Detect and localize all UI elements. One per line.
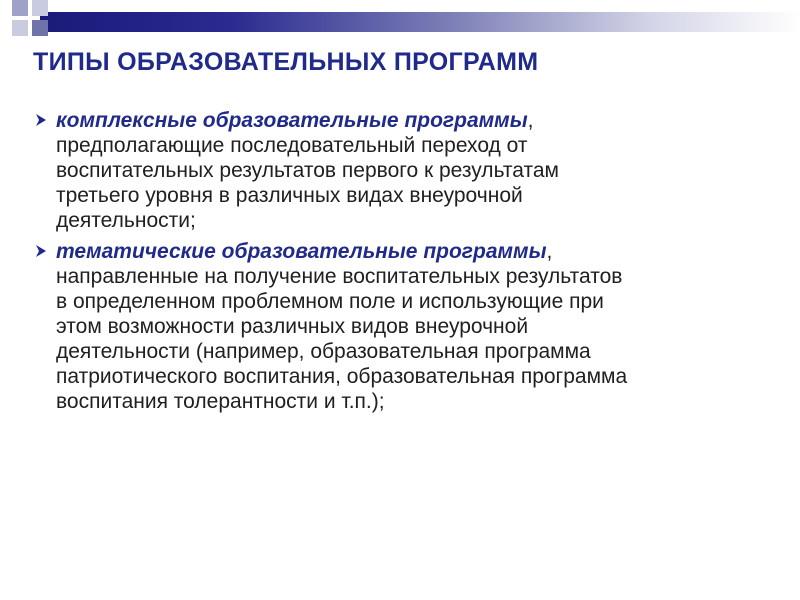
item-line: деятельности; bbox=[56, 209, 196, 232]
item-line: патриотического воспитания, образовательная программа bbox=[56, 365, 628, 388]
arrow-bullet-icon bbox=[34, 243, 48, 259]
item-line: в определенном проблемном поле и использующие при bbox=[56, 290, 604, 313]
item-term: тематические образовательные программы bbox=[56, 240, 547, 263]
decorative-squares bbox=[0, 0, 60, 50]
item-line: этом возможности различных видов внеурочной bbox=[56, 315, 529, 338]
bullet-list bbox=[30, 108, 750, 420]
item-line: воспитания толерантности и т.п.); bbox=[56, 390, 385, 413]
list-item bbox=[30, 239, 750, 414]
item-line: третьего уровня в различных видах внеурочной bbox=[56, 184, 523, 207]
list-item bbox=[30, 108, 750, 233]
item-comma: , bbox=[546, 240, 553, 263]
deco-square bbox=[32, 20, 48, 36]
item-line: деятельности (например, образовательная программа bbox=[56, 340, 591, 363]
list-item-text bbox=[56, 239, 750, 414]
item-line: воспитательных результатов первого к результатам bbox=[56, 159, 559, 182]
list-item-text bbox=[56, 108, 750, 233]
item-comma: , bbox=[527, 109, 534, 132]
arrow-bullet-icon bbox=[34, 112, 48, 128]
deco-square bbox=[12, 0, 28, 16]
item-line: предполагающие последовательный переход от bbox=[56, 134, 528, 157]
deco-square bbox=[12, 20, 28, 36]
deco-square bbox=[32, 0, 48, 16]
header-gradient-bar bbox=[40, 12, 800, 32]
item-term: комплексные образовательные программы bbox=[56, 109, 528, 132]
item-line: направленные на получение воспитательных результатов bbox=[56, 265, 623, 288]
slide-title: ТИПЫ ОБРАЗОВАТЕЛЬНЫХ ПРОГРАММ bbox=[33, 48, 539, 76]
